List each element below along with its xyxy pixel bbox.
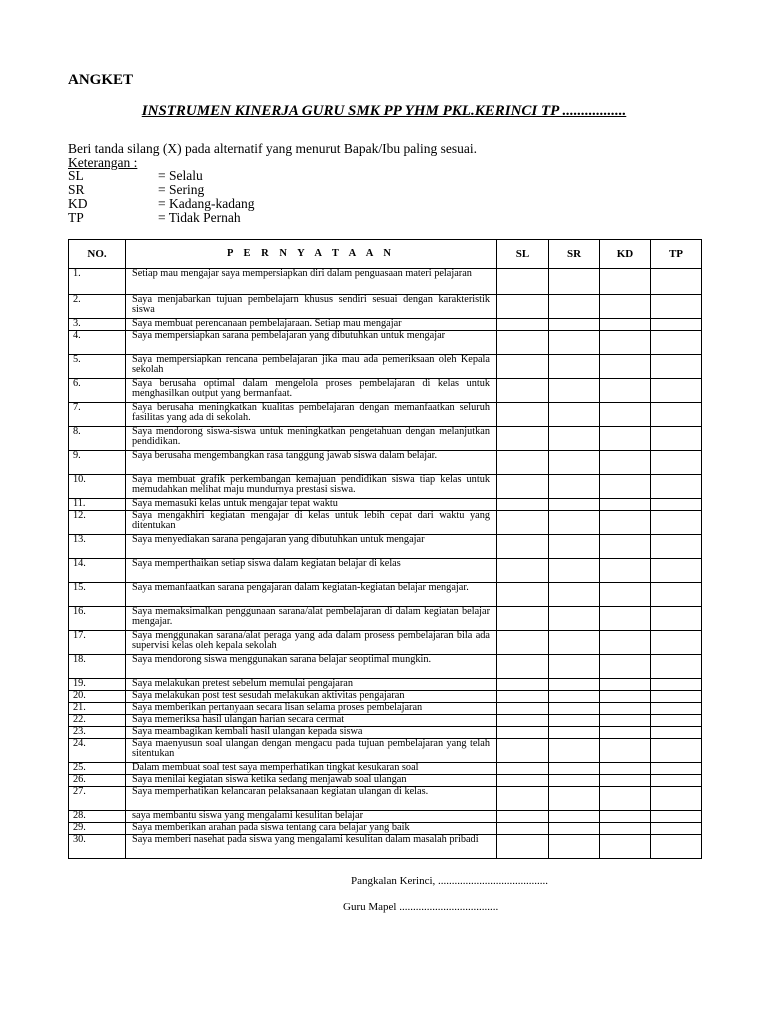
row-number: 21. — [69, 703, 126, 715]
answer-cell-kd[interactable] — [600, 607, 651, 631]
legend-heading: Keterangan : — [68, 155, 138, 170]
row-statement: Saya memperhatikan kelancaran pelaksanaan kegiatan ulangan di kelas. — [126, 787, 497, 811]
row-statement: Saya menjabarkan tujuan pembelajarn khusus sendiri sesuai dengan karakteristik siswa — [126, 295, 497, 319]
answer-cell-tp[interactable] — [651, 811, 702, 823]
legend-code: TP — [68, 210, 84, 225]
table-row — [69, 319, 702, 331]
answer-cell-sr[interactable] — [549, 679, 600, 691]
answer-cell-sr[interactable] — [549, 295, 600, 319]
answer-cell-tp[interactable] — [651, 511, 702, 535]
answer-cell-sl[interactable] — [497, 427, 549, 451]
row-statement: Dalam membuat soal test saya memperhatikan tingkat kesukaran soal — [126, 763, 497, 775]
legend-row-sr — [68, 183, 254, 197]
row-number: 5. — [69, 355, 126, 379]
table-row — [69, 355, 702, 379]
answer-cell-kd[interactable] — [600, 775, 651, 787]
place-date-line: Pangkalan Kerinci, ........................................ — [351, 875, 549, 887]
header-sr: SR — [549, 240, 600, 269]
table-row — [69, 787, 702, 811]
answer-cell-tp[interactable] — [651, 607, 702, 631]
answer-cell-sl[interactable] — [497, 355, 549, 379]
answer-cell-sr[interactable] — [549, 835, 600, 859]
answer-cell-sr[interactable] — [549, 499, 600, 511]
answer-cell-sr[interactable] — [549, 763, 600, 775]
header-no: NO. — [69, 240, 126, 269]
answer-cell-sl[interactable] — [497, 379, 549, 403]
row-statement: Saya menggunakan sarana/alat peraga yang ada dalam prosess pembelajaran bila ada supervisi kelas oleh kepala sekolah — [126, 631, 497, 655]
answer-cell-sr[interactable] — [549, 739, 600, 763]
row-statement: Saya berusaha meningkatkan kualitas pembelajaran dengan memanfaatkan seluruh fasilitas yang ada di sekolah. — [126, 403, 497, 427]
row-statement: Saya melakukan post test sesudah melakukan aktivitas pengajaran — [126, 691, 497, 703]
answer-cell-sl[interactable] — [497, 775, 549, 787]
legend-code: KD — [68, 196, 88, 211]
answer-cell-kd[interactable] — [600, 787, 651, 811]
answer-cell-kd[interactable] — [600, 403, 651, 427]
legend-row-kd — [68, 197, 254, 211]
answer-cell-tp[interactable] — [651, 269, 702, 295]
answer-cell-sl[interactable] — [497, 823, 549, 835]
answer-cell-sr[interactable] — [549, 475, 600, 499]
table-row — [69, 403, 702, 427]
answer-cell-tp[interactable] — [651, 427, 702, 451]
answer-cell-tp[interactable] — [651, 703, 702, 715]
row-number: 11. — [69, 499, 126, 511]
table-row — [69, 295, 702, 319]
answer-cell-sl[interactable] — [497, 269, 549, 295]
table-row — [69, 499, 702, 511]
row-statement: Setiap mau mengajar saya mempersiapkan diri dalam penguasaan materi pelajaran — [126, 269, 497, 295]
answer-cell-kd[interactable] — [600, 269, 651, 295]
answer-cell-sl[interactable] — [497, 295, 549, 319]
answer-cell-sl[interactable] — [497, 535, 549, 559]
answer-cell-sr[interactable] — [549, 535, 600, 559]
table-row — [69, 269, 702, 295]
answer-cell-sr[interactable] — [549, 427, 600, 451]
row-statement: Saya mempersiapkan rencana pembelajaran jika mau ada pemeriksaan oleh Kepala sekolah — [126, 355, 497, 379]
answer-cell-sl[interactable] — [497, 475, 549, 499]
row-number: 17. — [69, 631, 126, 655]
answer-cell-sl[interactable] — [497, 835, 549, 859]
row-statement: Saya melakukan pretest sebelum memulai pengajaran — [126, 679, 497, 691]
table-row — [69, 811, 702, 823]
row-statement: Saya membuat perencanaan pembelajaraan. Setiap mau mengajar — [126, 319, 497, 331]
row-statement: Saya mempersiapkan sarana pembelajaran yang dibutuhkan untuk mengajar — [126, 331, 497, 355]
instruction-text: Beri tanda silang (X) pada alternatif yang menurut Bapak/Ibu paling sesuai. — [68, 141, 477, 156]
answer-cell-sr[interactable] — [549, 379, 600, 403]
table-row — [69, 559, 702, 583]
answer-cell-kd[interactable] — [600, 319, 651, 331]
row-statement: saya membantu siswa yang mengalami kesulitan belajar — [126, 811, 497, 823]
row-number: 18. — [69, 655, 126, 679]
row-number: 27. — [69, 787, 126, 811]
answer-cell-sl[interactable] — [497, 607, 549, 631]
table-row — [69, 331, 702, 355]
row-statement: Saya mendorong siswa menggunakan sarana belajar seoptimal mungkin. — [126, 655, 497, 679]
answer-cell-kd[interactable] — [600, 763, 651, 775]
answer-cell-sl[interactable] — [497, 727, 549, 739]
answer-cell-tp[interactable] — [651, 739, 702, 763]
table-row — [69, 703, 702, 715]
answer-cell-sr[interactable] — [549, 269, 600, 295]
answer-cell-sl[interactable] — [497, 403, 549, 427]
answer-cell-kd[interactable] — [600, 703, 651, 715]
row-statement: Saya menilai kegiatan siswa ketika sedang menjawab soal ulangan — [126, 775, 497, 787]
answer-cell-sl[interactable] — [497, 319, 549, 331]
answer-cell-tp[interactable] — [651, 499, 702, 511]
row-statement: Saya berusaha optimal dalam mengelola proses pembelajaran di kelas untuk menghasilkan output yang bermanfaat. — [126, 379, 497, 403]
row-statement: Saya membuat grafik perkembangan kemajuan pendidikan siswa tiap kelas untuk memudahkan melihat maju mundurnya prestasi siswa. — [126, 475, 497, 499]
answer-cell-sr[interactable] — [549, 775, 600, 787]
answer-cell-sl[interactable] — [497, 811, 549, 823]
answer-cell-tp[interactable] — [651, 631, 702, 655]
row-number: 22. — [69, 715, 126, 727]
row-number: 12. — [69, 511, 126, 535]
answer-cell-kd[interactable] — [600, 655, 651, 679]
answer-cell-kd[interactable] — [600, 835, 651, 859]
answer-cell-tp[interactable] — [651, 319, 702, 331]
answer-cell-tp[interactable] — [651, 775, 702, 787]
answer-cell-sr[interactable] — [549, 355, 600, 379]
row-number: 4. — [69, 331, 126, 355]
document-label: ANGKET — [68, 72, 134, 88]
answer-cell-sr[interactable] — [549, 715, 600, 727]
answer-cell-kd[interactable] — [600, 811, 651, 823]
row-statement: Saya memaksimalkan penggunaan sarana/alat pembelajaran di dalam kegiatan belajar mengajar. — [126, 607, 497, 631]
answer-cell-tp[interactable] — [651, 475, 702, 499]
row-number: 25. — [69, 763, 126, 775]
row-statement: Saya memasuki kelas untuk mengajar tepat waktu — [126, 499, 497, 511]
answer-cell-sr[interactable] — [549, 655, 600, 679]
table-row — [69, 823, 702, 835]
row-number: 28. — [69, 811, 126, 823]
answer-cell-sl[interactable] — [497, 715, 549, 727]
table-row — [69, 775, 702, 787]
answer-cell-kd[interactable] — [600, 727, 651, 739]
row-statement: Saya memberikan arahan pada siswa tentang cara belajar yang baik — [126, 823, 497, 835]
answer-cell-sl[interactable] — [497, 499, 549, 511]
answer-cell-sr[interactable] — [549, 331, 600, 355]
row-statement: Saya maenyusun soal ulangan dengan mengacu pada tujuan pembelajaran yang telah sitentukan — [126, 739, 497, 763]
table-row — [69, 715, 702, 727]
answer-cell-tp[interactable] — [651, 727, 702, 739]
header-kd: KD — [600, 240, 651, 269]
legend-code: SR — [68, 182, 85, 197]
table-row — [69, 739, 702, 763]
header-statement: P E R N Y A T A A N — [126, 240, 497, 269]
answer-cell-kd[interactable] — [600, 583, 651, 607]
table-row — [69, 379, 702, 403]
table-row — [69, 655, 702, 679]
answer-cell-kd[interactable] — [600, 475, 651, 499]
table-row — [69, 451, 702, 475]
legend-meaning: = Tidak Pernah — [158, 210, 241, 225]
row-statement: Saya menyediakan sarana pengajaran yang dibutuhkan untuk mengajar — [126, 535, 497, 559]
answer-cell-tp[interactable] — [651, 583, 702, 607]
answer-cell-tp[interactable] — [651, 823, 702, 835]
answer-cell-kd[interactable] — [600, 715, 651, 727]
answer-cell-kd[interactable] — [600, 511, 651, 535]
answer-cell-sl[interactable] — [497, 331, 549, 355]
answer-cell-tp[interactable] — [651, 559, 702, 583]
answer-cell-sr[interactable] — [549, 703, 600, 715]
table-row — [69, 535, 702, 559]
answer-cell-sl[interactable] — [497, 739, 549, 763]
answer-cell-sr[interactable] — [549, 787, 600, 811]
row-number: 23. — [69, 727, 126, 739]
answer-cell-kd[interactable] — [600, 559, 651, 583]
answer-cell-sr[interactable] — [549, 319, 600, 331]
answer-cell-sl[interactable] — [497, 703, 549, 715]
answer-cell-sr[interactable] — [549, 403, 600, 427]
answer-cell-kd[interactable] — [600, 379, 651, 403]
legend-row-tp — [68, 211, 254, 225]
row-number: 10. — [69, 475, 126, 499]
answer-cell-sl[interactable] — [497, 679, 549, 691]
answer-cell-tp[interactable] — [651, 379, 702, 403]
answer-cell-kd[interactable] — [600, 295, 651, 319]
row-statement: Saya meambagikan kembali hasil ulangan kepada siswa — [126, 727, 497, 739]
answer-cell-tp[interactable] — [651, 331, 702, 355]
answer-cell-kd[interactable] — [600, 679, 651, 691]
answer-cell-sl[interactable] — [497, 559, 549, 583]
answer-cell-tp[interactable] — [651, 835, 702, 859]
row-statement: Saya berusaha mengembangkan rasa tanggung jawab siswa dalam belajar. — [126, 451, 497, 475]
page-title: INSTRUMEN KINERJA GURU SMK PP YHM PKL.KERINCI TP ................. — [141, 103, 627, 119]
answer-cell-tp[interactable] — [651, 403, 702, 427]
answer-cell-sr[interactable] — [549, 583, 600, 607]
table-body — [69, 269, 702, 859]
row-number: 19. — [69, 679, 126, 691]
answer-cell-sr[interactable] — [549, 451, 600, 475]
answer-cell-tp[interactable] — [651, 535, 702, 559]
answer-cell-sr[interactable] — [549, 727, 600, 739]
answer-cell-kd[interactable] — [600, 535, 651, 559]
teacher-signature-line: Guru Mapel .................................... — [343, 901, 499, 913]
row-number: 1. — [69, 269, 126, 295]
row-number: 24. — [69, 739, 126, 763]
row-number: 9. — [69, 451, 126, 475]
answer-cell-kd[interactable] — [600, 691, 651, 703]
table-row — [69, 631, 702, 655]
answer-cell-sr[interactable] — [549, 511, 600, 535]
questionnaire-table — [68, 239, 702, 859]
row-number: 3. — [69, 319, 126, 331]
table-row — [69, 835, 702, 859]
answer-cell-sl[interactable] — [497, 763, 549, 775]
answer-cell-kd[interactable] — [600, 355, 651, 379]
answer-cell-tp[interactable] — [651, 451, 702, 475]
answer-cell-sr[interactable] — [549, 811, 600, 823]
table-row — [69, 763, 702, 775]
answer-cell-tp[interactable] — [651, 691, 702, 703]
answer-cell-tp[interactable] — [651, 295, 702, 319]
table-row — [69, 679, 702, 691]
row-statement: Saya mendorong siswa-siswa untuk meningkatkan pengetahuan dengan melanjutkan pendidikan. — [126, 427, 497, 451]
row-statement: Saya mengakhiri kegiatan mengajar di kelas untuk lebih cepat dari waktu yang ditentukan — [126, 511, 497, 535]
header-tp: TP — [651, 240, 702, 269]
answer-cell-kd[interactable] — [600, 631, 651, 655]
row-statement: Saya memperthaikan setiap siswa dalam kegiatan belajar di kelas — [126, 559, 497, 583]
legend-meaning: = Selalu — [158, 168, 203, 183]
answer-cell-sl[interactable] — [497, 691, 549, 703]
row-number: 15. — [69, 583, 126, 607]
answer-cell-tp[interactable] — [651, 655, 702, 679]
table-row — [69, 475, 702, 499]
answer-cell-sl[interactable] — [497, 655, 549, 679]
row-statement: Saya memberikan pertanyaan secara lisan selama proses pembelajaran — [126, 703, 497, 715]
row-number: 8. — [69, 427, 126, 451]
legend-meaning: = Sering — [158, 182, 205, 197]
answer-cell-tp[interactable] — [651, 715, 702, 727]
answer-cell-sl[interactable] — [497, 583, 549, 607]
table-row — [69, 691, 702, 703]
answer-cell-sr[interactable] — [549, 823, 600, 835]
table-row — [69, 511, 702, 535]
table-row — [69, 427, 702, 451]
table-row — [69, 727, 702, 739]
answer-cell-sl[interactable] — [497, 511, 549, 535]
answer-cell-kd[interactable] — [600, 499, 651, 511]
row-statement: Saya memanfaatkan sarana pengajaran dalam kegiatan-kegiatan belajar mengajar. — [126, 583, 497, 607]
row-number: 16. — [69, 607, 126, 631]
row-number: 14. — [69, 559, 126, 583]
row-number: 13. — [69, 535, 126, 559]
row-number: 7. — [69, 403, 126, 427]
row-number: 29. — [69, 823, 126, 835]
legend-meaning: = Kadang-kadang — [158, 196, 255, 211]
table-row — [69, 607, 702, 631]
answer-cell-sl[interactable] — [497, 787, 549, 811]
answer-cell-kd[interactable] — [600, 739, 651, 763]
table-header-row — [69, 240, 702, 269]
legend-code: SL — [68, 168, 84, 183]
answer-cell-sr[interactable] — [549, 631, 600, 655]
table-row — [69, 583, 702, 607]
answer-cell-kd[interactable] — [600, 823, 651, 835]
answer-cell-tp[interactable] — [651, 355, 702, 379]
answer-cell-kd[interactable] — [600, 427, 651, 451]
answer-cell-tp[interactable] — [651, 679, 702, 691]
answer-cell-kd[interactable] — [600, 331, 651, 355]
row-statement: Saya memberi nasehat pada siswa yang mengalami kesulitan dalam masalah pribadi — [126, 835, 497, 859]
header-sl: SL — [497, 240, 549, 269]
row-statement: Saya memeriksa hasil ulangan harian secara cermat — [126, 715, 497, 727]
answer-cell-tp[interactable] — [651, 763, 702, 775]
row-number: 20. — [69, 691, 126, 703]
answer-cell-sr[interactable] — [549, 691, 600, 703]
answer-cell-sr[interactable] — [549, 607, 600, 631]
row-number: 26. — [69, 775, 126, 787]
answer-cell-sl[interactable] — [497, 451, 549, 475]
legend-row-sl — [68, 169, 254, 183]
row-number: 30. — [69, 835, 126, 859]
answer-cell-sr[interactable] — [549, 559, 600, 583]
answer-cell-tp[interactable] — [651, 787, 702, 811]
answer-cell-sl[interactable] — [497, 631, 549, 655]
row-number: 2. — [69, 295, 126, 319]
legend — [68, 169, 254, 225]
answer-cell-kd[interactable] — [600, 451, 651, 475]
row-number: 6. — [69, 379, 126, 403]
